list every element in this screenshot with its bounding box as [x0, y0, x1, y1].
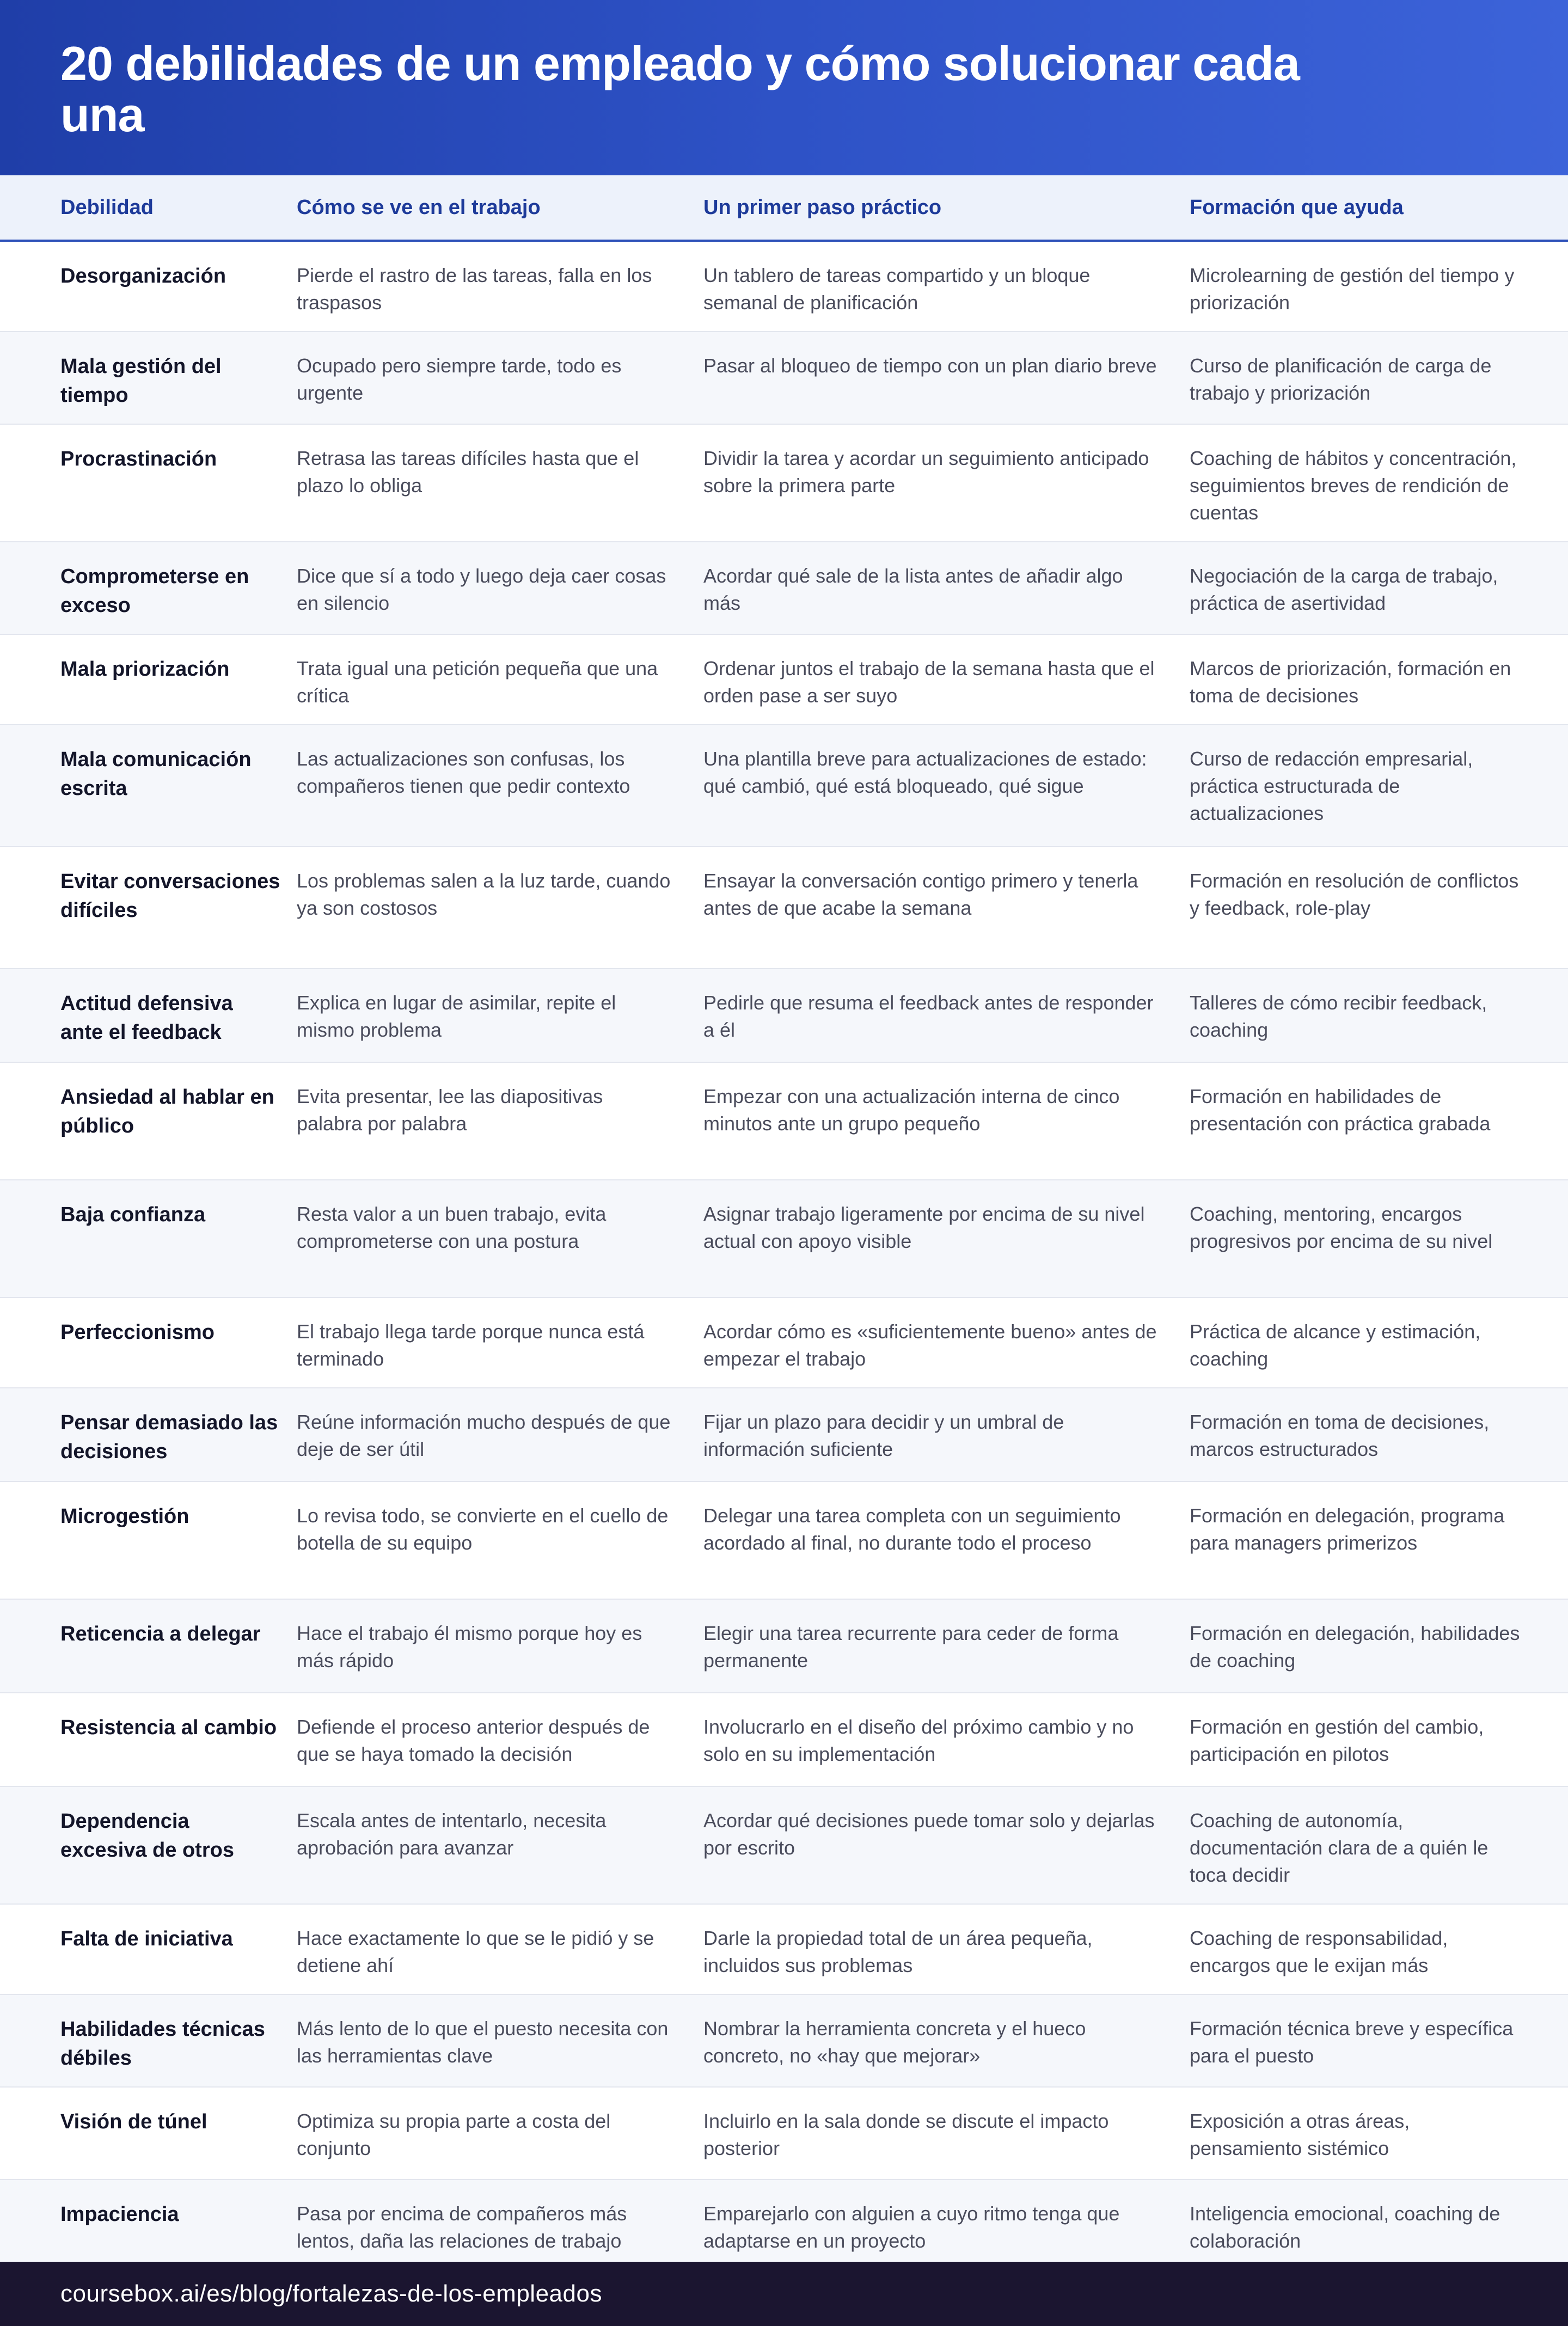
cell-como-se-ve: Escala antes de intentarlo, necesita aprobación para avanzar	[297, 1809, 607, 1859]
table-row	[0, 969, 1568, 1063]
cell-primer-paso: Pasar al bloqueo de tiempo con un plan diario breve	[703, 354, 1157, 377]
cell-primer-paso: Darle la propiedad total de un área pequeña, incluidos sus problemas	[703, 1927, 1093, 1976]
cell-primer-paso: Delegar una tarea completa con un seguimiento acordado al final, no durante todo el proceso	[703, 1504, 1121, 1554]
table-header	[0, 175, 1568, 242]
cell-formacion: Formación en gestión del cambio, participación en pilotos	[1190, 1716, 1484, 1765]
column-header-formacion: Formación que ayuda	[1190, 195, 1404, 219]
cell-formacion: Formación técnica breve y específica para el puesto	[1190, 2017, 1514, 2067]
cell-como-se-ve: Explica en lugar de asimilar, repite el mismo problema	[297, 991, 616, 1041]
cell-debilidad: Actitud defensiva ante el feedback	[60, 992, 233, 1044]
cell-debilidad: Perfeccionismo	[60, 1321, 215, 1344]
cell-formacion: Formación en habilidades de presentación con práctica grabada	[1190, 1085, 1491, 1135]
cell-primer-paso: Acordar qué sale de la lista antes de añadir algo más	[703, 565, 1123, 614]
cell-primer-paso: Ordenar juntos el trabajo de la semana hasta que el orden pase a ser suyo	[703, 657, 1155, 707]
table-row	[0, 847, 1568, 969]
cell-debilidad: Mala comunicación escrita	[60, 748, 252, 800]
cell-debilidad: Visión de túnel	[60, 2110, 207, 2133]
cell-primer-paso: Ensayar la conversación contigo primero y tenerla antes de que acabe la semana	[703, 870, 1138, 919]
table-row	[0, 425, 1568, 542]
table-row	[0, 1482, 1568, 1600]
cell-debilidad: Dependencia excesiva de otros	[60, 1810, 234, 1862]
table-row	[0, 1693, 1568, 1787]
column-header-debilidad: Debilidad	[60, 195, 154, 219]
cell-debilidad: Comprometerse en exceso	[60, 565, 249, 617]
table-row	[0, 542, 1568, 635]
cell-como-se-ve: Hace exactamente lo que se le pidió y se detiene ahí	[297, 1927, 654, 1976]
footer-bar	[0, 2262, 1568, 2326]
cell-formacion: Formación en resolución de conflictos y feedback, role-play	[1190, 870, 1519, 919]
cell-como-se-ve: Pasa por encima de compañeros más lentos, daña las relaciones de trabajo	[297, 2202, 627, 2252]
cell-primer-paso: Nombrar la herramienta concreta y el hueco concreto, no «hay que mejorar»	[703, 2017, 1086, 2067]
cell-primer-paso: Fijar un plazo para decidir y un umbral de información suficiente	[703, 1411, 1064, 1460]
cell-formacion: Negociación de la carga de trabajo, práctica de asertividad	[1190, 565, 1498, 614]
footer-url[interactable]: coursebox.ai/es/blog/fortalezas-de-los-empleados	[60, 2280, 602, 2307]
cell-debilidad: Falta de iniciativa	[60, 1927, 233, 1950]
cell-como-se-ve: Reúne información mucho después de que deje de ser útil	[297, 1411, 671, 1460]
table-row	[0, 1063, 1568, 1180]
cell-primer-paso: Acordar cómo es «suficientemente bueno» antes de empezar el trabajo	[703, 1320, 1157, 1370]
cell-primer-paso: Involucrarlo en el diseño del próximo cambio y no solo en su implementación	[703, 1716, 1134, 1765]
cell-formacion: Inteligencia emocional, coaching de colaboración	[1190, 2202, 1500, 2252]
cell-formacion: Exposición a otras áreas, pensamiento sistémico	[1190, 2110, 1410, 2159]
cell-como-se-ve: Lo revisa todo, se convierte en el cuello de botella de su equipo	[297, 1504, 669, 1554]
cell-como-se-ve: Resta valor a un buen trabajo, evita comprometerse con una postura	[297, 1203, 607, 1252]
cell-primer-paso: Acordar qué decisiones puede tomar solo y dejarlas por escrito	[703, 1809, 1155, 1859]
cell-como-se-ve: El trabajo llega tarde porque nunca está terminado	[297, 1320, 645, 1370]
cell-formacion: Microlearning de gestión del tiempo y priorización	[1190, 264, 1515, 314]
cell-debilidad: Ansiedad al hablar en público	[60, 1086, 274, 1137]
cell-debilidad: Evitar conversaciones difíciles	[60, 870, 280, 922]
table-row	[0, 1995, 1568, 2088]
cell-debilidad: Mala gestión del tiempo	[60, 355, 222, 407]
cell-como-se-ve: Los problemas salen a la luz tarde, cuando ya son costosos	[297, 870, 671, 919]
table-row	[0, 635, 1568, 725]
table-row	[0, 332, 1568, 425]
header-banner	[0, 0, 1568, 175]
cell-como-se-ve: Evita presentar, lee las diapositivas palabra por palabra	[297, 1085, 603, 1135]
table-row	[0, 725, 1568, 847]
table-row	[0, 1600, 1568, 1693]
cell-formacion: Talleres de cómo recibir feedback, coaching	[1190, 991, 1487, 1041]
cell-primer-paso: Emparejarlo con alguien a cuyo ritmo tenga que adaptarse en un proyecto	[703, 2202, 1120, 2252]
cell-primer-paso: Incluirlo en la sala donde se discute el impacto posterior	[703, 2110, 1109, 2159]
cell-como-se-ve: Trata igual una petición pequeña que una crítica	[297, 657, 658, 707]
cell-debilidad: Reticencia a delegar	[60, 1623, 261, 1645]
cell-primer-paso: Elegir una tarea recurrente para ceder de forma permanente	[703, 1622, 1119, 1672]
cell-debilidad: Impaciencia	[60, 2203, 179, 2226]
table-row	[0, 1388, 1568, 1482]
cell-debilidad: Pensar demasiado las decisiones	[60, 1411, 278, 1463]
cell-formacion: Curso de redacción empresarial, práctica estructurada de actualizaciones	[1190, 748, 1473, 824]
cell-primer-paso: Dividir la tarea y acordar un seguimiento anticipado sobre la primera parte	[703, 447, 1149, 497]
cell-primer-paso: Una plantilla breve para actualizaciones de estado: qué cambió, qué está bloqueado, qué sigue	[703, 748, 1147, 797]
cell-formacion: Formación en toma de decisiones, marcos estructurados	[1190, 1411, 1490, 1460]
cell-debilidad: Habilidades técnicas débiles	[60, 2018, 265, 2070]
cell-formacion: Coaching de autonomía, documentación clara de a quién le toca decidir	[1190, 1809, 1489, 1886]
table-body	[0, 242, 1568, 2273]
cell-debilidad: Procrastinación	[60, 448, 217, 470]
cell-primer-paso: Pedirle que resuma el feedback antes de responder a él	[703, 991, 1154, 1041]
cell-debilidad: Microgestión	[60, 1505, 189, 1528]
page-title: 20 debilidades de un empleado y cómo solucionar cada una	[60, 36, 1300, 142]
table-row	[0, 2088, 1568, 2180]
cell-debilidad: Desorganización	[60, 265, 226, 287]
cell-como-se-ve: Retrasa las tareas difíciles hasta que el plazo lo obliga	[297, 447, 639, 497]
cell-debilidad: Baja confianza	[60, 1203, 206, 1226]
cell-como-se-ve: Defiende el proceso anterior después de que se haya tomado la decisión	[297, 1716, 650, 1765]
cell-formacion: Práctica de alcance y estimación, coaching	[1190, 1320, 1481, 1370]
cell-formacion: Coaching de responsabilidad, encargos que le exijan más	[1190, 1927, 1448, 1976]
table-row	[0, 242, 1568, 332]
table-row	[0, 1905, 1568, 1995]
cell-primer-paso: Asignar trabajo ligeramente por encima de su nivel actual con apoyo visible	[703, 1203, 1145, 1252]
cell-formacion: Curso de planificación de carga de trabajo y priorización	[1190, 354, 1492, 404]
table-row	[0, 2180, 1568, 2273]
table-row	[0, 1787, 1568, 1905]
cell-formacion: Formación en delegación, habilidades de coaching	[1190, 1622, 1520, 1672]
cell-como-se-ve: Optimiza su propia parte a costa del conjunto	[297, 2110, 611, 2159]
cell-formacion: Marcos de priorización, formación en toma de decisiones	[1190, 657, 1511, 707]
cell-como-se-ve: Ocupado pero siempre tarde, todo es urgente	[297, 354, 622, 404]
cell-primer-paso: Un tablero de tareas compartido y un bloque semanal de planificación	[703, 264, 1091, 314]
cell-como-se-ve: Hace el trabajo él mismo porque hoy es más rápido	[297, 1622, 642, 1672]
cell-formacion: Coaching, mentoring, encargos progresivos por encima de su nivel	[1190, 1203, 1493, 1252]
cell-primer-paso: Empezar con una actualización interna de cinco minutos ante un grupo pequeño	[703, 1085, 1120, 1135]
cell-formacion: Coaching de hábitos y concentración, seguimientos breves de rendición de cuentas	[1190, 447, 1517, 524]
table-row	[0, 1180, 1568, 1298]
cell-debilidad: Mala priorización	[60, 658, 230, 681]
table-row	[0, 1298, 1568, 1388]
cell-como-se-ve: Pierde el rastro de las tareas, falla en los traspasos	[297, 264, 652, 314]
cell-como-se-ve: Las actualizaciones son confusas, los compañeros tienen que pedir contexto	[297, 748, 630, 797]
cell-debilidad: Resistencia al cambio	[60, 1716, 277, 1739]
column-header-primer-paso: Un primer paso práctico	[703, 195, 942, 219]
cell-como-se-ve: Dice que sí a todo y luego deja caer cosas en silencio	[297, 565, 666, 614]
column-header-como-se-ve: Cómo se ve en el trabajo	[297, 195, 541, 219]
cell-formacion: Formación en delegación, programa para managers primerizos	[1190, 1504, 1505, 1554]
cell-como-se-ve: Más lento de lo que el puesto necesita con las herramientas clave	[297, 2017, 669, 2067]
